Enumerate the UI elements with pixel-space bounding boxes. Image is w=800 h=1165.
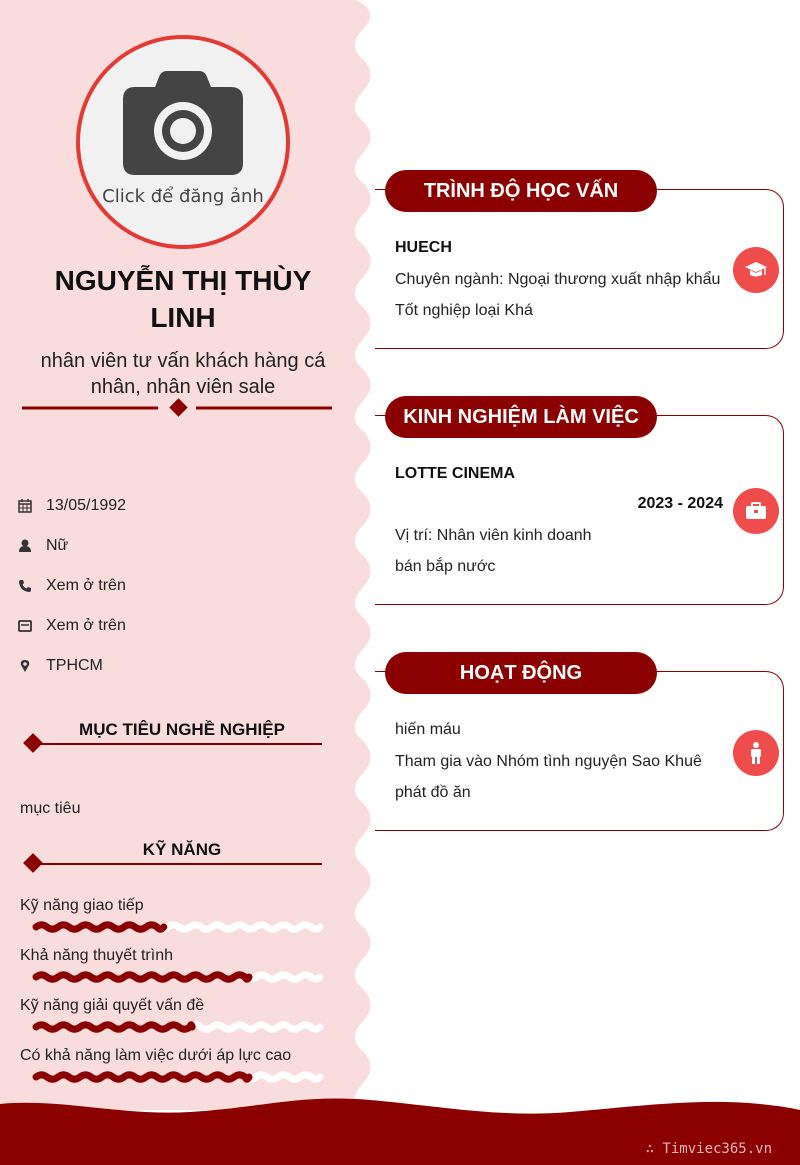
person-icon [733, 730, 779, 776]
skill-name: Kỹ năng giao tiếp [20, 897, 144, 914]
skill-item [20, 1044, 325, 1084]
experience-heading: KINH NGHIỆM LÀM VIỆC [385, 396, 657, 438]
camera-icon [121, 69, 245, 177]
calendar-icon [18, 499, 46, 513]
contact-info-list [18, 486, 338, 686]
education-major: Chuyên ngành: Ngoại thương xuất nhập khẩu [395, 271, 721, 288]
birthday-value: 13/05/1992 [46, 497, 127, 514]
job-title: nhân viên tư vấn khách hàng cá nhân, nhân viên sale [40, 350, 326, 398]
contact-phone [18, 566, 338, 606]
education-heading: TRÌNH ĐỘ HỌC VẤN [385, 170, 657, 212]
gender-icon [18, 539, 46, 553]
skill-item [20, 994, 325, 1034]
phone-value: Xem ở trên [46, 577, 126, 594]
candidate-name: NGUYỄN THỊ THÙY LINH [54, 265, 312, 333]
experience-card [375, 415, 784, 605]
contact-email [18, 606, 338, 646]
contact-gender [18, 526, 338, 566]
skills-heading [22, 840, 322, 870]
experience-company: LOTTE CINEMA [395, 465, 515, 482]
activities-card [375, 671, 784, 831]
phone-icon [18, 579, 46, 593]
experience-position: Vị trí: Nhân viên kinh doanh [395, 527, 592, 544]
education-card [375, 189, 784, 349]
upload-photo-label: Click để đăng ảnh [102, 186, 264, 207]
avatar-upload[interactable] [76, 35, 290, 249]
heading-line [32, 743, 322, 745]
objective-heading-label: MỤC TIÊU NGHỀ NGHIỆP [79, 720, 285, 739]
heading-line [32, 863, 322, 865]
skill-level-bar [20, 920, 325, 934]
skill-bar-fill [36, 1075, 249, 1079]
activity-item: phát đồ ăn [395, 784, 471, 801]
skill-item [20, 944, 325, 984]
skill-level-bar [20, 1020, 325, 1034]
email-icon [18, 619, 46, 633]
skill-name: Kỹ năng giải quyết vấn đề [20, 997, 205, 1014]
skill-item [20, 894, 325, 934]
activity-item: Tham gia vào Nhóm tình nguyện Sao Khuê [395, 753, 702, 770]
title-divider [22, 398, 332, 418]
education-school: HUECH [395, 239, 452, 256]
skill-name: Có khả năng làm việc dưới áp lực cao [20, 1047, 292, 1064]
experience-period: 2023 - 2024 [637, 495, 723, 512]
skills-heading-label: KỸ NĂNG [142, 840, 222, 859]
skill-name: Khả năng thuyết trình [20, 947, 173, 964]
activity-item: hiến máu [395, 721, 461, 738]
education-grade: Tốt nghiệp loại Khá [395, 302, 533, 319]
email-value: Xem ở trên [46, 617, 126, 634]
experience-description: bán bắp nước [395, 558, 496, 575]
activities-heading: HOẠT ĐỘNG [385, 652, 657, 694]
address-value: TPHCM [46, 657, 103, 674]
location-icon [18, 659, 46, 673]
skill-bar-fill [36, 1025, 192, 1029]
objective-heading [22, 720, 322, 750]
skill-bar-fill [36, 925, 164, 929]
skill-level-bar [20, 1070, 325, 1084]
contact-birthday [18, 486, 338, 526]
watermark: ∴ Timviec365.vn [645, 1141, 772, 1157]
objective-text: mục tiêu [20, 800, 81, 817]
contact-address [18, 646, 338, 686]
skill-level-bar [20, 970, 325, 984]
skill-bar-fill [36, 975, 249, 979]
briefcase-icon [733, 488, 779, 534]
graduation-cap-icon [733, 247, 779, 293]
gender-value: Nữ [46, 537, 69, 554]
